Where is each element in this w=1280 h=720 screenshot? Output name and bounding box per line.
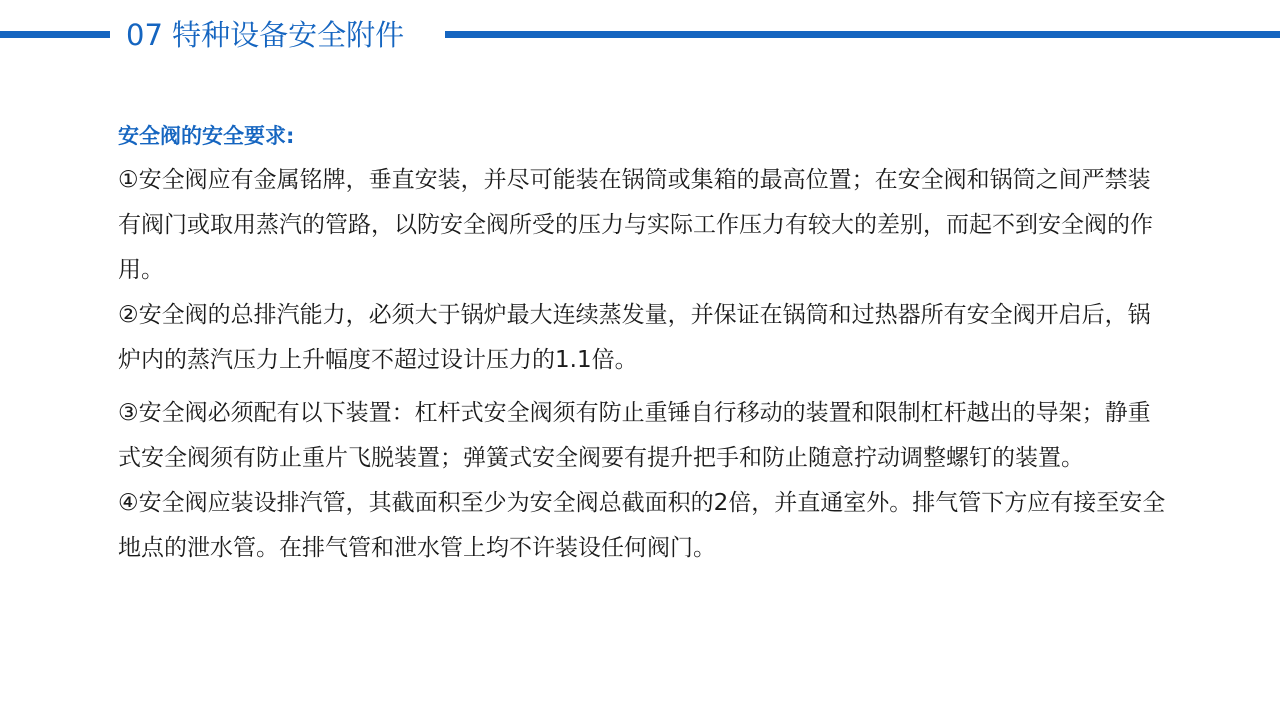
page-title: 07 特种设备安全附件 (126, 18, 405, 52)
requirement-item-2: ②安全阀的总排汽能力，必须大于锅炉最大连续蒸发量，并保证在锅筒和过热器所有安全阀开启后，锅炉内的蒸汽压力上升幅度不超过设计压力的1.1倍。 (118, 302, 1151, 373)
requirement-item-1: ①安全阀应有金属铭牌，垂直安装，并尽可能装在锅筒或集箱的最高位置；在安全阀和锅筒之间严禁装有阀门或取用蒸汽的管路，以防安全阀所受的压力与实际工作压力有较大的差别，而起不到安全阀的作用。 (118, 167, 1153, 283)
content-body (118, 114, 1168, 571)
requirement-item-3: ③安全阀必须配有以下装置：杠杆式安全阀须有防止重锤自行移动的装置和限制杠杆越出的导架；静重式安全阀须有防止重片飞脱装置；弹簧式安全阀要有提升把手和防止随意拧动调整螺钉的装置。 (118, 400, 1151, 471)
header-rule-left (0, 31, 110, 38)
requirement-item-4: ④安全阀应装设排汽管，其截面积至少为安全阀总截面积的2倍，并直通室外。排气管下方应有接至安全地点的泄水管。在排气管和泄水管上均不许装设任何阀门。 (118, 490, 1166, 561)
header-rule-right (445, 31, 1280, 38)
section-heading: 安全阀的安全要求: (118, 124, 295, 148)
